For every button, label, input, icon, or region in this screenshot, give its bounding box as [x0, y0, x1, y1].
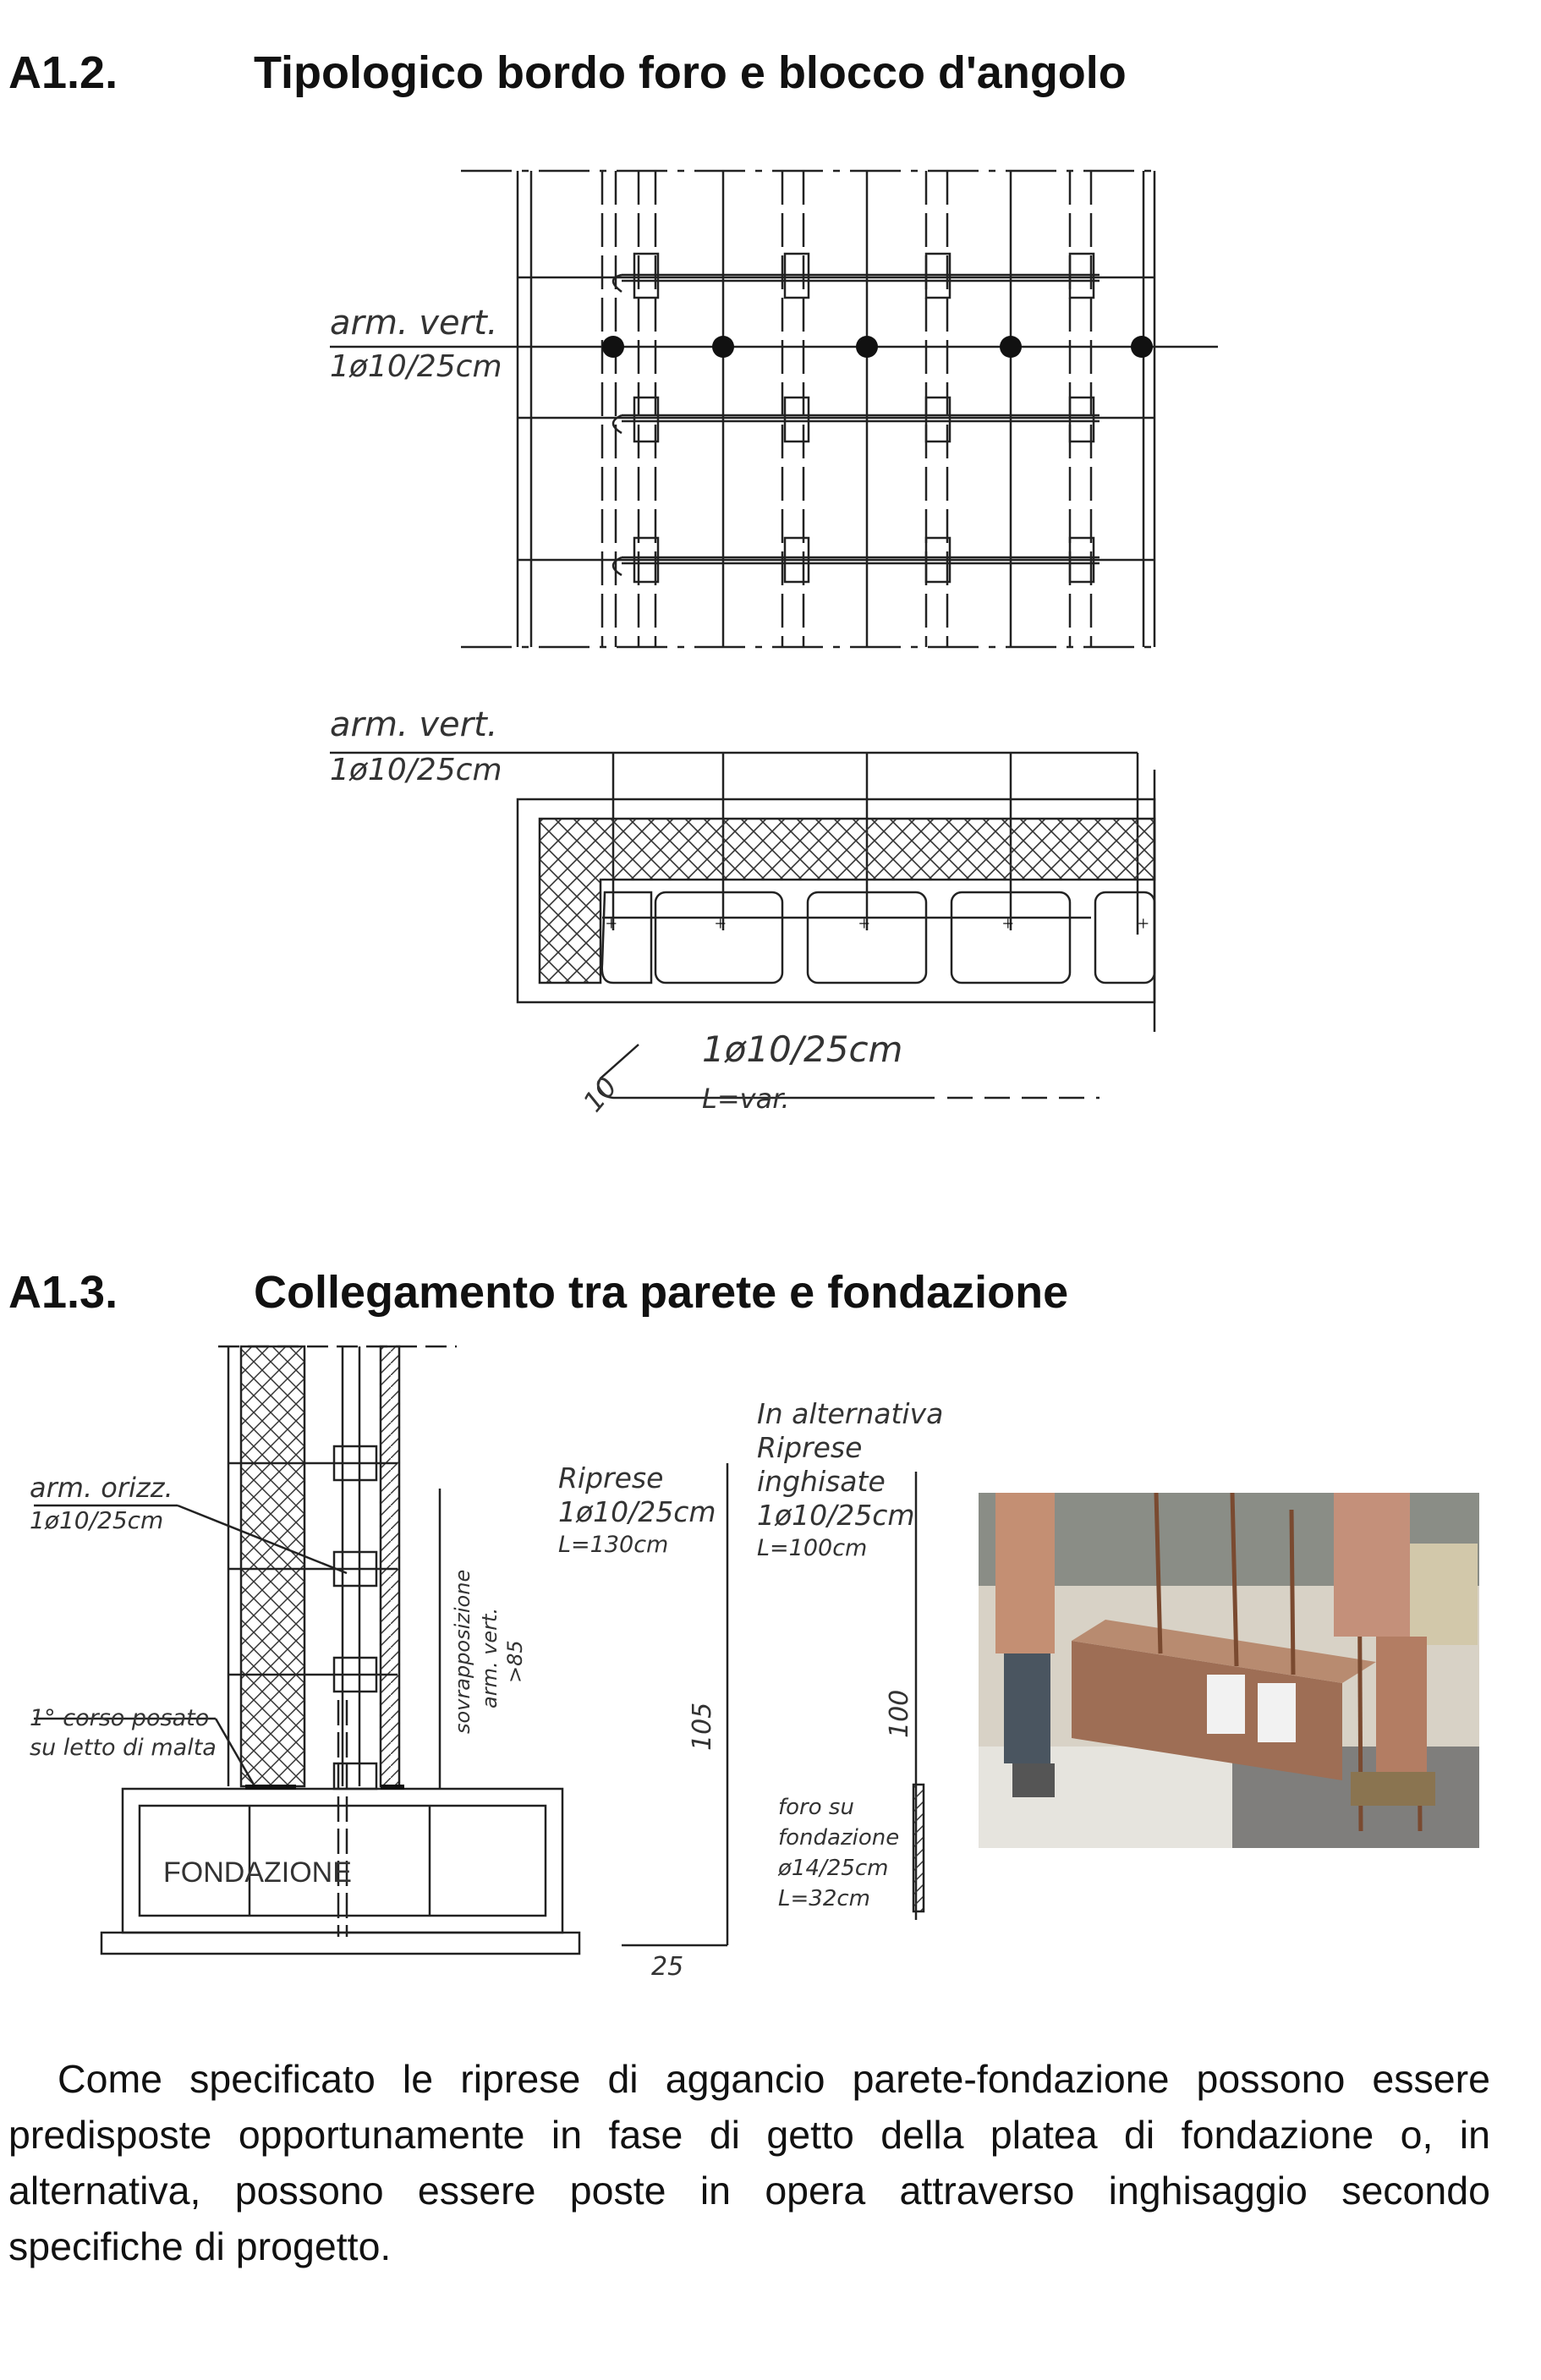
hole-bar: ø14/25cm — [778, 1856, 889, 1881]
arm-orizz-line1: arm. orizz. — [30, 1472, 173, 1504]
riprese-label — [550, 1459, 753, 1569]
overlap-line1: sovrapposizione — [451, 1569, 474, 1734]
riprese-length: L=130cm — [558, 1532, 669, 1558]
body-paragraph: Come specificato le riprese di aggancio parete-fondazione possono essere predisposte opportunamente in fase di getto della platea di fondazione o, in alternativa, possono essere poste in opera attraverso inghisaggio secondo specifiche di progetto. — [8, 2057, 1490, 2268]
bar-label-text: 1ø10/25cm — [702, 1028, 903, 1070]
plan-label-line2: 1ø10/25cm — [330, 349, 502, 384]
construction-photo — [979, 1493, 1479, 1848]
corner-block-plan-drawing — [0, 0, 1541, 677]
section-number-a12: A1.2. — [8, 47, 118, 98]
svg-text:+: + — [1138, 913, 1149, 935]
hole-line2: fondazione — [778, 1825, 900, 1851]
alt-label — [749, 1391, 951, 1569]
alt-line3: inghisate — [757, 1465, 886, 1498]
section-number-a13: A1.3. — [8, 1267, 118, 1318]
foundation-label-text: FONDAZIONE — [163, 1856, 352, 1889]
riprese-title: Riprese — [558, 1461, 664, 1494]
alt-bar: 1ø10/25cm — [757, 1499, 915, 1532]
section-label-line2: 1ø10/25cm — [330, 753, 502, 787]
overlap-line2: arm. vert. — [478, 1607, 502, 1708]
bar-length-text: L=var. — [702, 1083, 790, 1115]
svg-text:+: + — [858, 913, 870, 935]
overlap-label — [444, 1548, 546, 1742]
riprese-foot-dim — [647, 1945, 698, 1988]
riprese-bar: 1ø10/25cm — [558, 1495, 716, 1528]
alt-dim-height: 100 — [885, 1689, 914, 1738]
hook-length-text: 10 — [576, 1071, 624, 1118]
svg-text:+: + — [606, 913, 617, 935]
section-label-line1: arm. vert. — [330, 705, 498, 744]
hole-length: L=32cm — [778, 1886, 870, 1911]
first-course-label — [25, 1696, 245, 1772]
riprese-height-dim — [677, 1692, 719, 1759]
first-course-line2: su letto di malta — [30, 1735, 217, 1761]
plan-label-line1: arm. vert. — [330, 304, 498, 343]
section-title-a13: Collegamento tra parete e fondazione — [254, 1267, 1069, 1318]
arm-orizz-line2: 1ø10/25cm — [30, 1506, 164, 1534]
alt-line2: Riprese — [757, 1431, 863, 1464]
plan-rebar-label — [321, 300, 541, 393]
svg-text:+: + — [1002, 913, 1014, 935]
riprese-dim-height: 105 — [688, 1702, 717, 1751]
svg-text:+: + — [715, 913, 727, 935]
section-rebar-label — [321, 702, 541, 795]
section-title-a12: Tipologico bordo foro e blocco d'angolo — [254, 47, 1127, 98]
first-course-line1: 1° corso posato — [30, 1705, 210, 1731]
hole-line1: foro su — [778, 1795, 854, 1820]
alt-length: L=100cm — [757, 1535, 868, 1561]
alt-line1: In alternativa — [757, 1397, 944, 1430]
alt-height-dim — [875, 1679, 918, 1747]
bar-label — [575, 1023, 930, 1133]
hole-label — [774, 1789, 926, 1924]
riprese-dim-foot: 25 — [651, 1952, 684, 1982]
arm-orizz-label — [25, 1467, 211, 1544]
overlap-line3: >85 — [503, 1640, 527, 1683]
foundation-label — [156, 1848, 359, 1899]
